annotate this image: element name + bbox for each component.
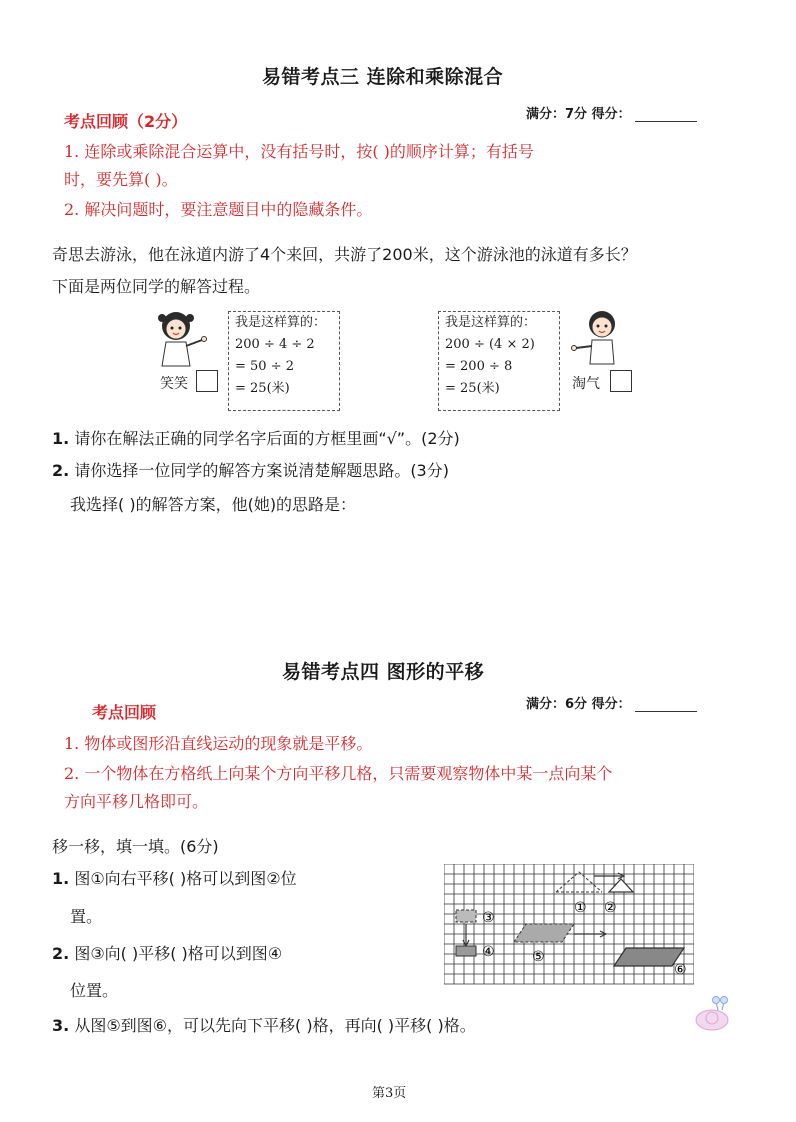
problem-line-2: 下面是两位同学的解答过程。 xyxy=(52,277,261,296)
calc-line: 200 ÷ 4 ÷ 2 xyxy=(235,337,315,352)
q2-number: 2. xyxy=(52,944,70,963)
section3-q1 xyxy=(52,426,460,449)
shape-1-dashed xyxy=(556,872,602,892)
section3-q2 xyxy=(52,458,449,481)
section4-review-line-1: 1. 物体或图形沿直线运动的现象就是平移。 xyxy=(64,734,373,753)
calc-line: = 25(米) xyxy=(235,381,290,396)
q2-text: 请你选择一位同学的解答方案说清楚解题思路。(3分) xyxy=(74,461,449,480)
check-box-taoqi[interactable] xyxy=(610,370,632,392)
translation-grid xyxy=(444,864,694,986)
student-name-taoqi: 淘气 xyxy=(572,376,600,392)
section3-review-line-1: 1. 连除或乘除混合运算中，没有括号时，按( )的顺序计算；有括号 xyxy=(64,142,534,161)
girl-illustration-icon xyxy=(152,308,212,370)
boy-illustration-icon xyxy=(568,306,624,368)
section3-review-line-3: 2. 解决问题时，要注意题目中的隐藏条件。 xyxy=(64,200,373,219)
q1-text: 请你在解法正确的同学名字后面的方框里画“√”。(2分) xyxy=(74,429,460,448)
section3-review-heading: 考点回顾（2分） xyxy=(64,112,188,131)
section4-q2 xyxy=(52,941,282,964)
calc-line: 我是这样算的： xyxy=(235,315,327,330)
calc-line: = 25(米) xyxy=(445,381,500,396)
section4-q2-cont: 位置。 xyxy=(70,981,119,1000)
calc-line: 200 ÷ (4 × 2) xyxy=(445,337,535,352)
q3-text: 从图⑤到图⑥，可以先向下平移( )格，再向( )平移( )格。 xyxy=(74,1016,476,1035)
q2-number: 2. xyxy=(52,461,70,480)
section4-q3 xyxy=(52,1013,476,1036)
q1-text: 图①向右平移( )格可以到图②位 xyxy=(74,869,297,888)
shape-5-parallelogram xyxy=(514,924,574,942)
section3-title: 易错考点三 连除和乘除混合 xyxy=(262,66,504,88)
section3-score-label: 满分：7分 得分： xyxy=(526,107,631,122)
shape-3-rect xyxy=(456,910,476,922)
section4-title: 易错考点四 图形的平移 xyxy=(282,661,485,683)
section4-score xyxy=(526,693,697,712)
q3-number: 3. xyxy=(52,1016,70,1035)
section4-review-line-3: 方向平移几格即可。 xyxy=(64,792,209,811)
calc-line: = 50 ÷ 2 xyxy=(235,359,294,374)
section4-review-heading: 考点回顾 xyxy=(92,703,157,722)
section4-score-blank[interactable] xyxy=(635,697,697,712)
calc-line: 我是这样算的： xyxy=(445,315,537,330)
grid-label-2: ② xyxy=(604,900,617,916)
q1-number: 1. xyxy=(52,869,70,888)
section4-intro: 移一移，填一填。(6分) xyxy=(52,837,219,856)
shape-2-triangle xyxy=(609,879,633,892)
student-name-xiaoxiao: 笑笑 xyxy=(160,376,188,392)
section4-review-line-2: 2. 一个物体在方格纸上向某个方向平移几格，只需要观察物体中某一点向某个 xyxy=(64,764,613,783)
section4-q1-cont: 置。 xyxy=(70,907,103,926)
section3-review-line-2: 时，要先算( )。 xyxy=(64,170,178,189)
grid-label-6: ⑥ xyxy=(674,962,687,978)
section3-score xyxy=(526,103,697,122)
calc-box-taoqi xyxy=(438,311,560,411)
problem-line-1: 奇思去游泳，他在泳道内游了4个来回，共游了200米，这个游泳池的泳道有多长？ xyxy=(52,245,637,264)
check-box-xiaoxiao[interactable] xyxy=(196,370,218,392)
grid-label-3: ③ xyxy=(482,910,495,926)
q1-number: 1. xyxy=(52,429,70,448)
grid-label-4: ④ xyxy=(482,944,495,960)
calc-box-xiaoxiao xyxy=(228,311,340,411)
section3-q2-answer[interactable]: 我选择( )的解答方案，他(她)的思路是： xyxy=(70,495,357,514)
section4-score-label: 满分：6分 得分： xyxy=(526,697,631,712)
grid-label-1: ① xyxy=(574,900,587,916)
snail-decoration-icon xyxy=(690,990,736,1032)
q2-text: 图③向( )平移( )格可以到图④ xyxy=(74,944,283,963)
grid-label-5: ⑤ xyxy=(532,949,545,965)
page-number: 第3页 xyxy=(372,1086,407,1101)
section4-q1 xyxy=(52,866,297,889)
section3-score-blank[interactable] xyxy=(635,107,697,122)
calc-line: = 200 ÷ 8 xyxy=(445,359,513,374)
shape-4-rect xyxy=(456,946,476,956)
